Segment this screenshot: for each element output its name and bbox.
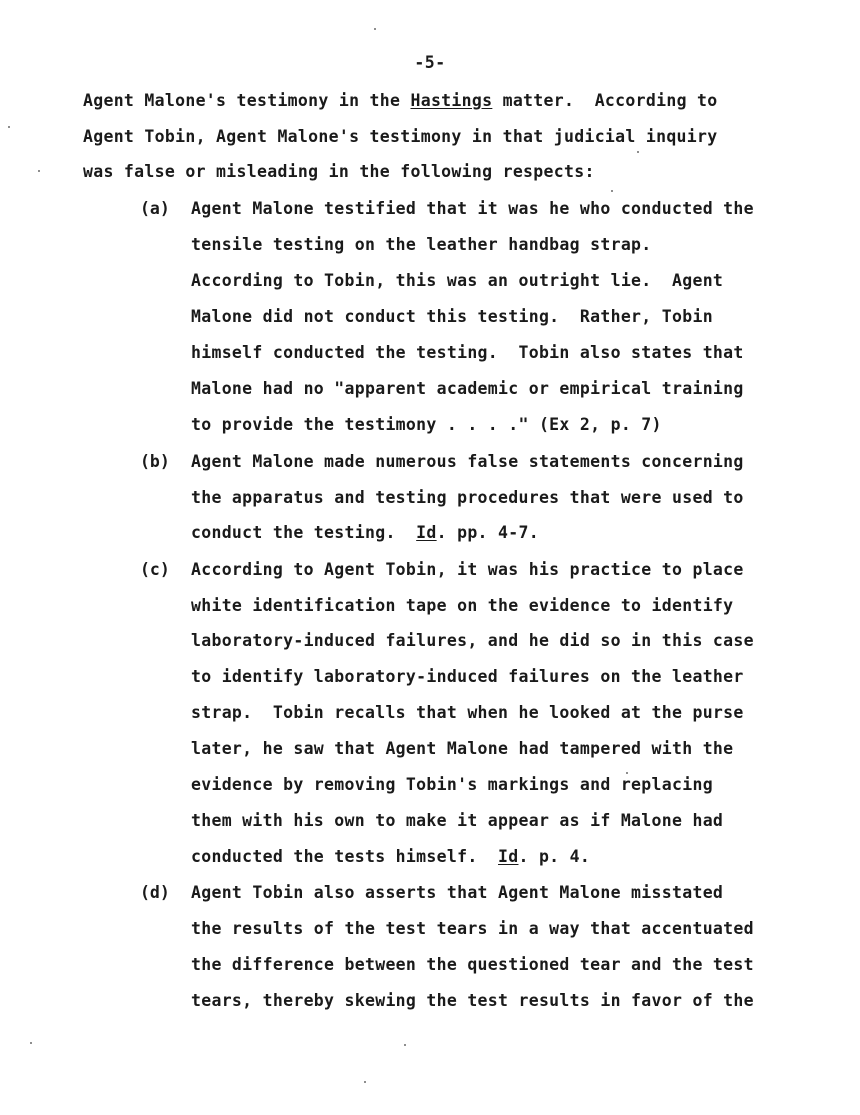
item-c-last-text-b: . p. 4. xyxy=(518,847,591,866)
item-a-label: (a) xyxy=(140,199,170,218)
item-c-line: laboratory-induced failures, and he did so in this case xyxy=(191,631,754,650)
scan-speck xyxy=(38,170,40,172)
scan-speck xyxy=(364,1081,366,1083)
intro-line-1-text-b: matter. According to xyxy=(492,91,718,110)
intro-line-2: Agent Tobin, Agent Malone's testimony in that judicial inquiry xyxy=(83,127,718,146)
item-d-label: (d) xyxy=(140,883,170,902)
item-d-line: the results of the test tears in a way that accentuated xyxy=(191,919,754,938)
item-a-line: tensile testing on the leather handbag strap. xyxy=(191,235,652,254)
item-a-line: Agent Malone testified that it was he who conducted the xyxy=(191,199,754,218)
item-b-line-last xyxy=(191,523,539,543)
item-b-last-text-b: . pp. 4-7. xyxy=(436,523,539,542)
item-c-line: strap. Tobin recalls that when he looked at the purse xyxy=(191,703,744,722)
intro-line-3: was false or misleading in the following respects: xyxy=(83,162,595,181)
item-a-line: Malone did not conduct this testing. Rather, Tobin xyxy=(191,307,713,326)
item-c-line: According to Agent Tobin, it was his practice to place xyxy=(191,560,744,579)
scan-speck xyxy=(30,1042,32,1044)
item-c-line: them with his own to make it appear as if Malone had xyxy=(191,811,724,830)
intro-line-1 xyxy=(83,91,718,111)
item-c-line: evidence by removing Tobin's markings and replacing xyxy=(191,775,713,794)
scan-speck xyxy=(8,126,10,128)
item-c-line: white identification tape on the evidence to identify xyxy=(191,596,734,615)
item-c-last-text-a: conducted the tests himself. xyxy=(191,847,499,866)
item-d-line: the difference between the questioned tear and the test xyxy=(191,955,754,974)
scan-speck xyxy=(611,190,613,192)
item-d-line: tears, thereby skewing the test results in favor of the xyxy=(191,991,754,1010)
item-c-line-last xyxy=(191,847,590,867)
item-c-line: to identify laboratory-induced failures on the leather xyxy=(191,667,744,686)
item-a-line: Malone had no "apparent academic or empirical training xyxy=(191,379,744,398)
item-b-line: the apparatus and testing procedures that were used to xyxy=(191,488,744,507)
item-d-line: Agent Tobin also asserts that Agent Malone misstated xyxy=(191,883,724,902)
scan-speck xyxy=(637,151,639,153)
intro-line-1-text-a: Agent Malone's testimony in the xyxy=(83,91,411,110)
case-name-hastings: Hastings xyxy=(410,91,493,110)
citation-id: Id xyxy=(416,523,437,542)
item-c-label: (c) xyxy=(140,560,170,579)
item-a-line: According to Tobin, this was an outright lie. Agent xyxy=(191,271,724,290)
scan-speck xyxy=(626,772,628,774)
scan-speck xyxy=(374,28,376,30)
item-b-label: (b) xyxy=(140,452,170,471)
page-number: -5- xyxy=(414,53,446,72)
citation-id: Id xyxy=(498,847,519,866)
item-b-last-text-a: conduct the testing. xyxy=(191,523,417,542)
item-a-line: to provide the testimony . . . ." (Ex 2, p. 7) xyxy=(191,415,662,434)
item-a-line: himself conducted the testing. Tobin also states that xyxy=(191,343,744,362)
item-b-line: Agent Malone made numerous false statements concerning xyxy=(191,452,744,471)
scan-speck xyxy=(404,1044,406,1046)
item-c-line: later, he saw that Agent Malone had tampered with the xyxy=(191,739,734,758)
